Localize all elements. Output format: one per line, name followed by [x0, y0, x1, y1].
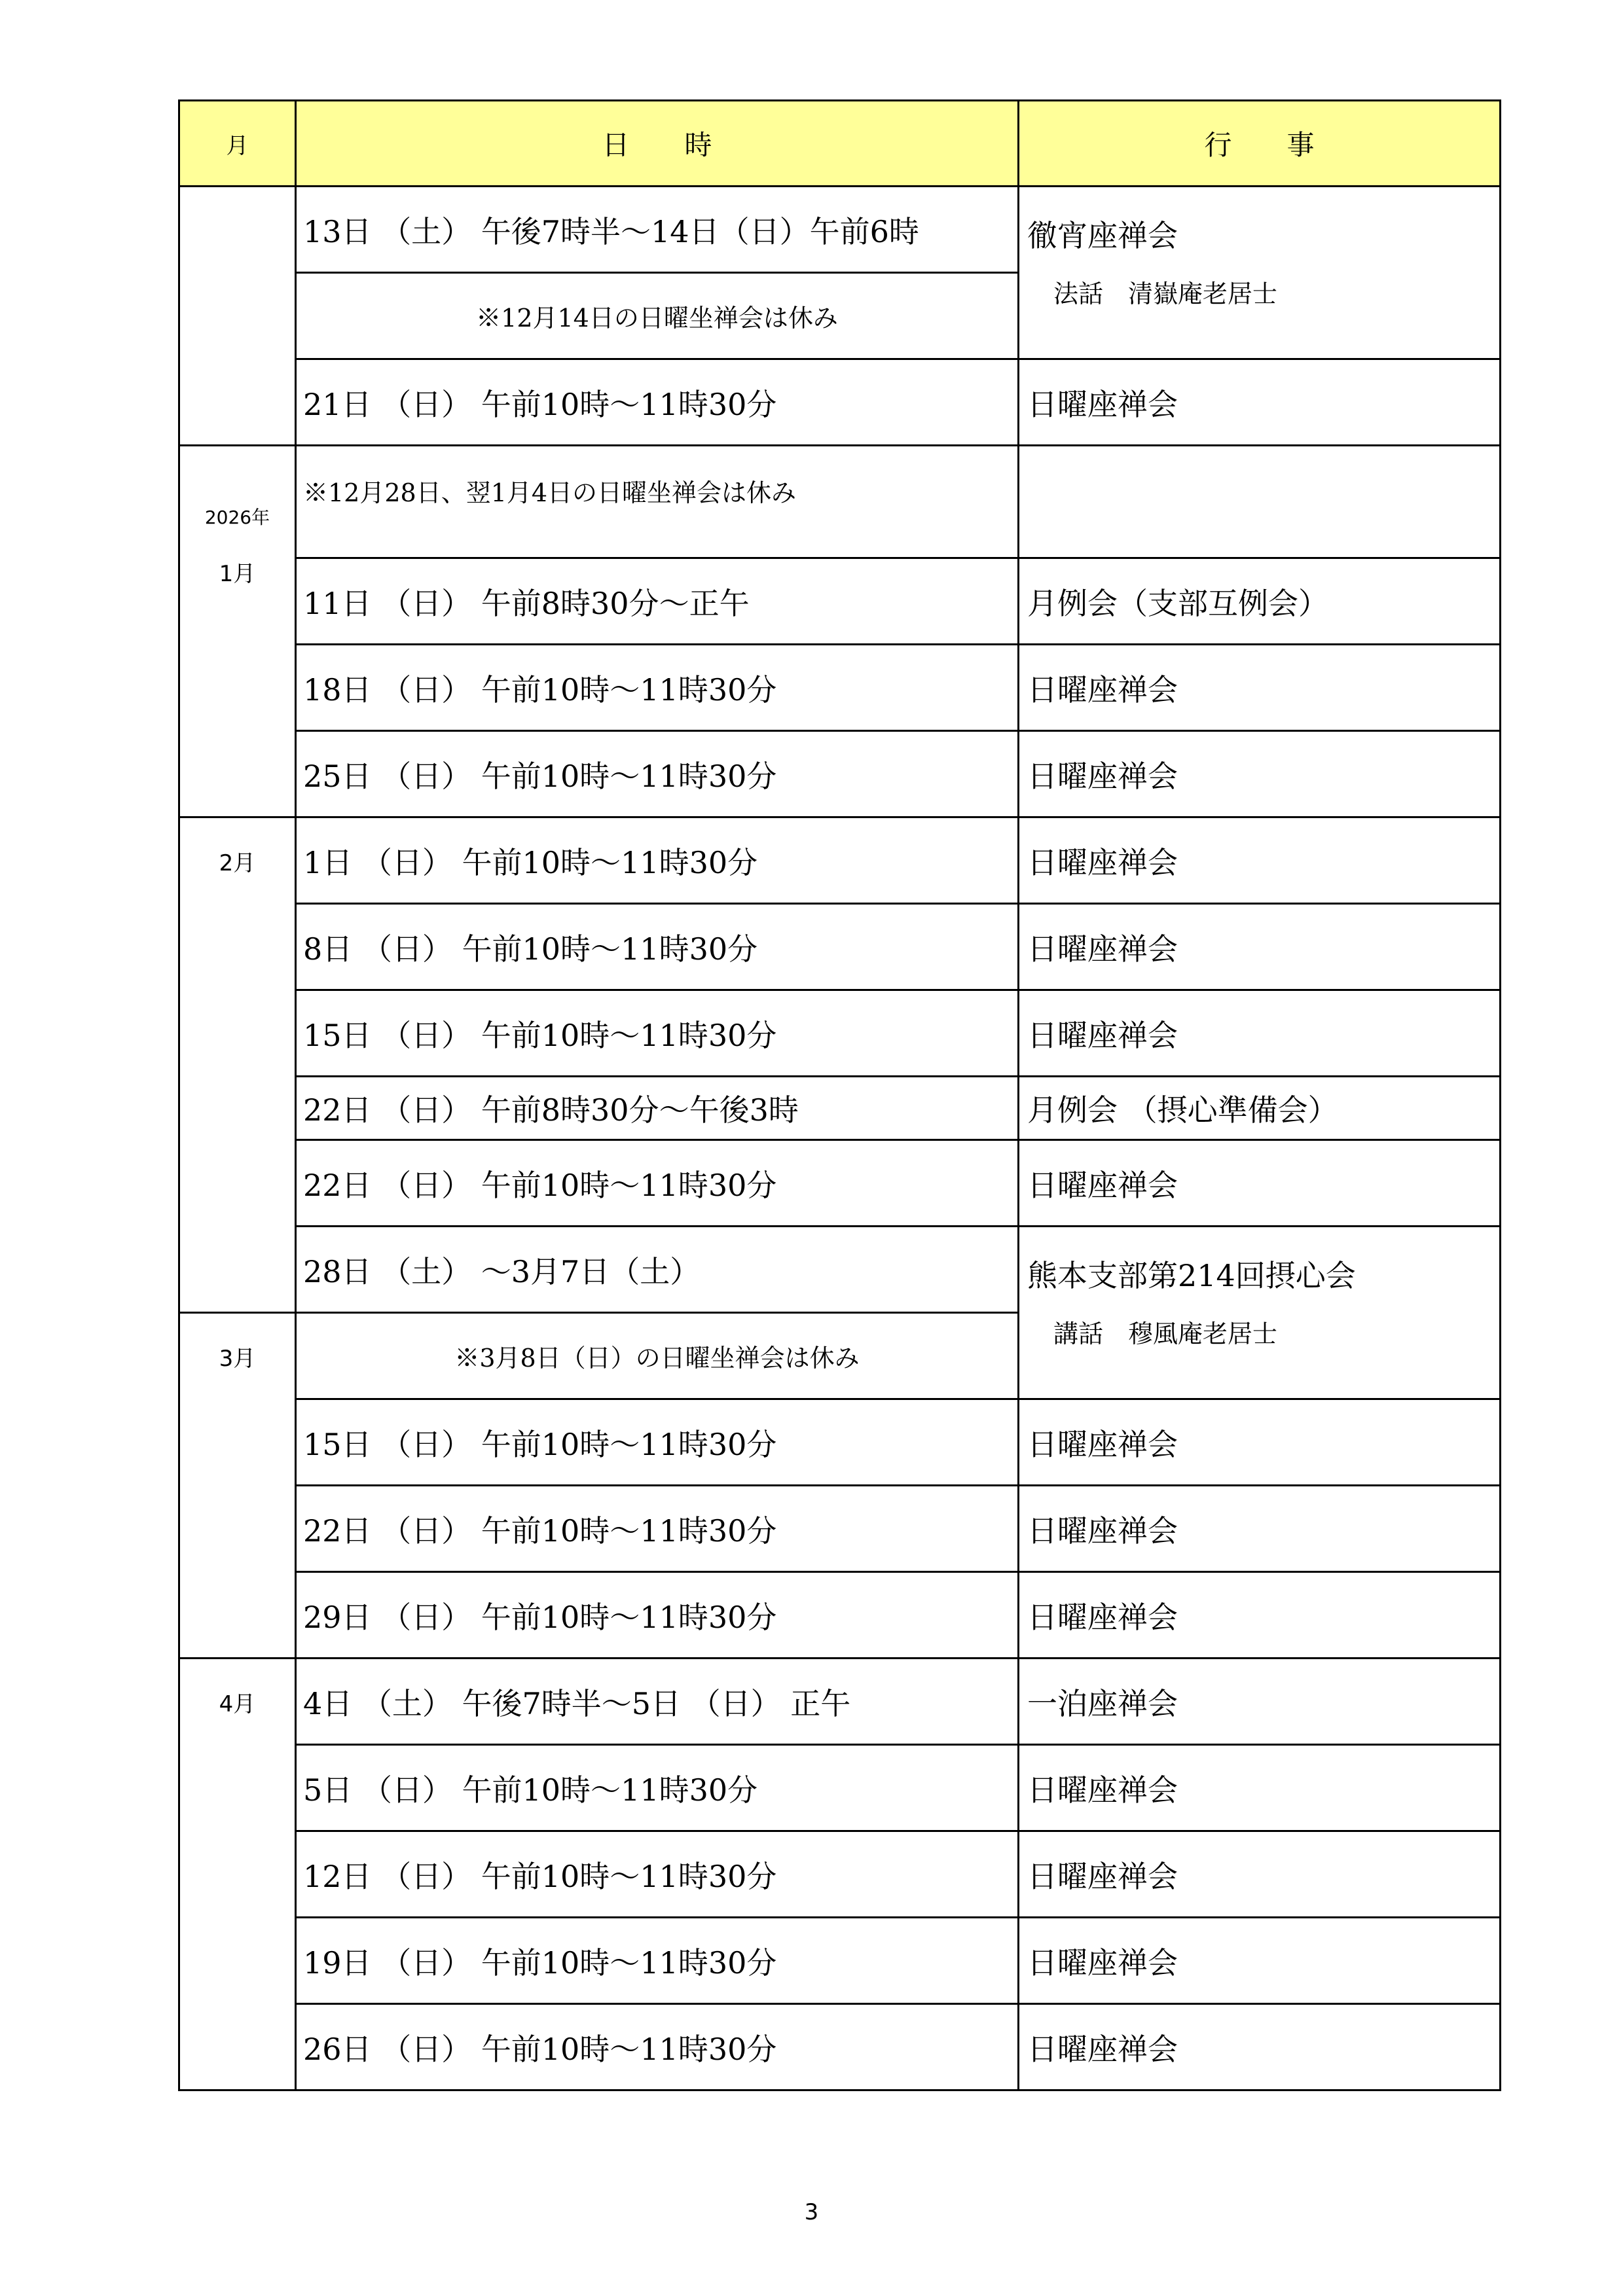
event-cell — [1019, 446, 1501, 558]
table-row — [179, 1077, 1501, 1140]
event-cell: 日曜座禅会 — [1019, 1918, 1501, 2004]
date-cell: 1日 （日） 午前10時～11時30分 — [296, 817, 1019, 904]
event-title: 徹宵座禅会 — [1027, 218, 1178, 253]
event-title: 熊本支部第214回摂心会 — [1027, 1258, 1356, 1293]
date-cell: 19日 （日） 午前10時～11時30分 — [296, 1918, 1019, 2004]
month-cell — [179, 359, 296, 446]
table-row — [179, 817, 1501, 904]
event-cell — [1019, 1227, 1501, 1399]
date-cell: 22日 （日） 午前10時～11時30分 — [296, 1140, 1019, 1227]
event-cell: 日曜座禅会 — [1019, 1831, 1501, 1918]
table-row — [179, 1140, 1501, 1227]
month-cell — [179, 1831, 296, 1918]
date-cell: 22日 （日） 午前10時～11時30分 — [296, 1486, 1019, 1572]
event-cell: 日曜座禅会 — [1019, 1399, 1501, 1486]
event-cell: 日曜座禅会 — [1019, 1572, 1501, 1659]
note-cell: ※12月14日の日曜坐禅会は休み — [296, 273, 1019, 359]
month-cell — [179, 904, 296, 990]
header-month: 月 — [179, 101, 296, 187]
month-cell-april: 4月 — [179, 1659, 296, 1745]
month-cell — [179, 1486, 296, 1572]
table-row — [179, 187, 1501, 273]
month-cell-january — [179, 446, 296, 645]
table-row — [179, 2004, 1501, 2090]
month-cell-march: 3月 — [179, 1313, 296, 1399]
date-cell: 5日 （日） 午前10時～11時30分 — [296, 1745, 1019, 1831]
month-cell — [179, 187, 296, 273]
date-cell: 12日 （日） 午前10時～11時30分 — [296, 1831, 1019, 1918]
month-cell — [179, 1745, 296, 1831]
date-cell: 28日 （土） ～3月7日（土） — [296, 1227, 1019, 1313]
event-cell: 日曜座禅会 — [1019, 817, 1501, 904]
header-datetime: 日 時 — [296, 101, 1019, 187]
month-cell — [179, 731, 296, 817]
date-cell: 15日 （日） 午前10時～11時30分 — [296, 1399, 1019, 1486]
month-cell — [179, 1572, 296, 1659]
table-row — [179, 1399, 1501, 1486]
schedule-table — [178, 99, 1501, 2091]
date-cell: 22日 （日） 午前8時30分～午後3時 — [296, 1077, 1019, 1140]
event-cell: 日曜座禅会 — [1019, 1140, 1501, 1227]
year-label: 2026年 — [204, 506, 270, 528]
table-row — [179, 1572, 1501, 1659]
event-cell — [1019, 187, 1501, 359]
month-cell — [179, 1399, 296, 1486]
event-cell: 日曜座禅会 — [1019, 2004, 1501, 2090]
table-row — [179, 1486, 1501, 1572]
table-row — [179, 645, 1501, 731]
date-cell: 13日 （土） 午後7時半～14日（日）午前6時 — [296, 187, 1019, 273]
event-cell: 日曜座禅会 — [1019, 731, 1501, 817]
date-cell: 21日 （日） 午前10時～11時30分 — [296, 359, 1019, 446]
date-cell: 4日 （土） 午後7時半～5日 （日） 正午 — [296, 1659, 1019, 1745]
month-label: 1月 — [219, 560, 256, 587]
table-row — [179, 359, 1501, 446]
month-cell — [179, 1918, 296, 2004]
event-subtitle: 法話 清嶽庵老居士 — [1053, 279, 1278, 308]
event-cell: 月例会 （摂心準備会） — [1019, 1077, 1501, 1140]
month-cell — [179, 1227, 296, 1313]
note-cell: ※3月8日（日）の日曜坐禅会は休み — [296, 1313, 1019, 1399]
event-cell: 日曜座禅会 — [1019, 1486, 1501, 1572]
event-cell: 日曜座禅会 — [1019, 990, 1501, 1077]
table-row — [179, 1831, 1501, 1918]
date-cell: 15日 （日） 午前10時～11時30分 — [296, 990, 1019, 1077]
month-cell — [179, 1140, 296, 1227]
page-number: 3 — [804, 2199, 819, 2225]
table-row — [179, 558, 1501, 645]
event-cell: 日曜座禅会 — [1019, 904, 1501, 990]
month-cell-february: 2月 — [179, 817, 296, 904]
event-cell: 日曜座禅会 — [1019, 645, 1501, 731]
table-header-row — [179, 101, 1501, 187]
event-subtitle: 講話 穆風庵老居士 — [1053, 1319, 1278, 1348]
date-cell: 11日 （日） 午前8時30分～正午 — [296, 558, 1019, 645]
month-cell — [179, 645, 296, 731]
header-event: 行 事 — [1019, 101, 1501, 187]
month-cell — [179, 2004, 296, 2090]
month-cell — [179, 990, 296, 1077]
event-cell: 一泊座禅会 — [1019, 1659, 1501, 1745]
date-cell: 8日 （日） 午前10時～11時30分 — [296, 904, 1019, 990]
table-row — [179, 990, 1501, 1077]
month-cell — [179, 273, 296, 359]
month-cell — [179, 1077, 296, 1140]
date-cell: 25日 （日） 午前10時～11時30分 — [296, 731, 1019, 817]
date-cell: 29日 （日） 午前10時～11時30分 — [296, 1572, 1019, 1659]
event-cell: 月例会（支部互例会） — [1019, 558, 1501, 645]
table-row — [179, 1918, 1501, 2004]
date-cell: 18日 （日） 午前10時～11時30分 — [296, 645, 1019, 731]
table-row — [179, 904, 1501, 990]
table-row — [179, 731, 1501, 817]
date-cell: 26日 （日） 午前10時～11時30分 — [296, 2004, 1019, 2090]
table-row — [179, 446, 1501, 558]
event-cell: 日曜座禅会 — [1019, 359, 1501, 446]
event-cell: 日曜座禅会 — [1019, 1745, 1501, 1831]
note-cell: ※12月28日、翌1月4日の日曜坐禅会は休み — [296, 446, 1019, 558]
table-row — [179, 1659, 1501, 1745]
table-row — [179, 1745, 1501, 1831]
table-row — [179, 1227, 1501, 1313]
